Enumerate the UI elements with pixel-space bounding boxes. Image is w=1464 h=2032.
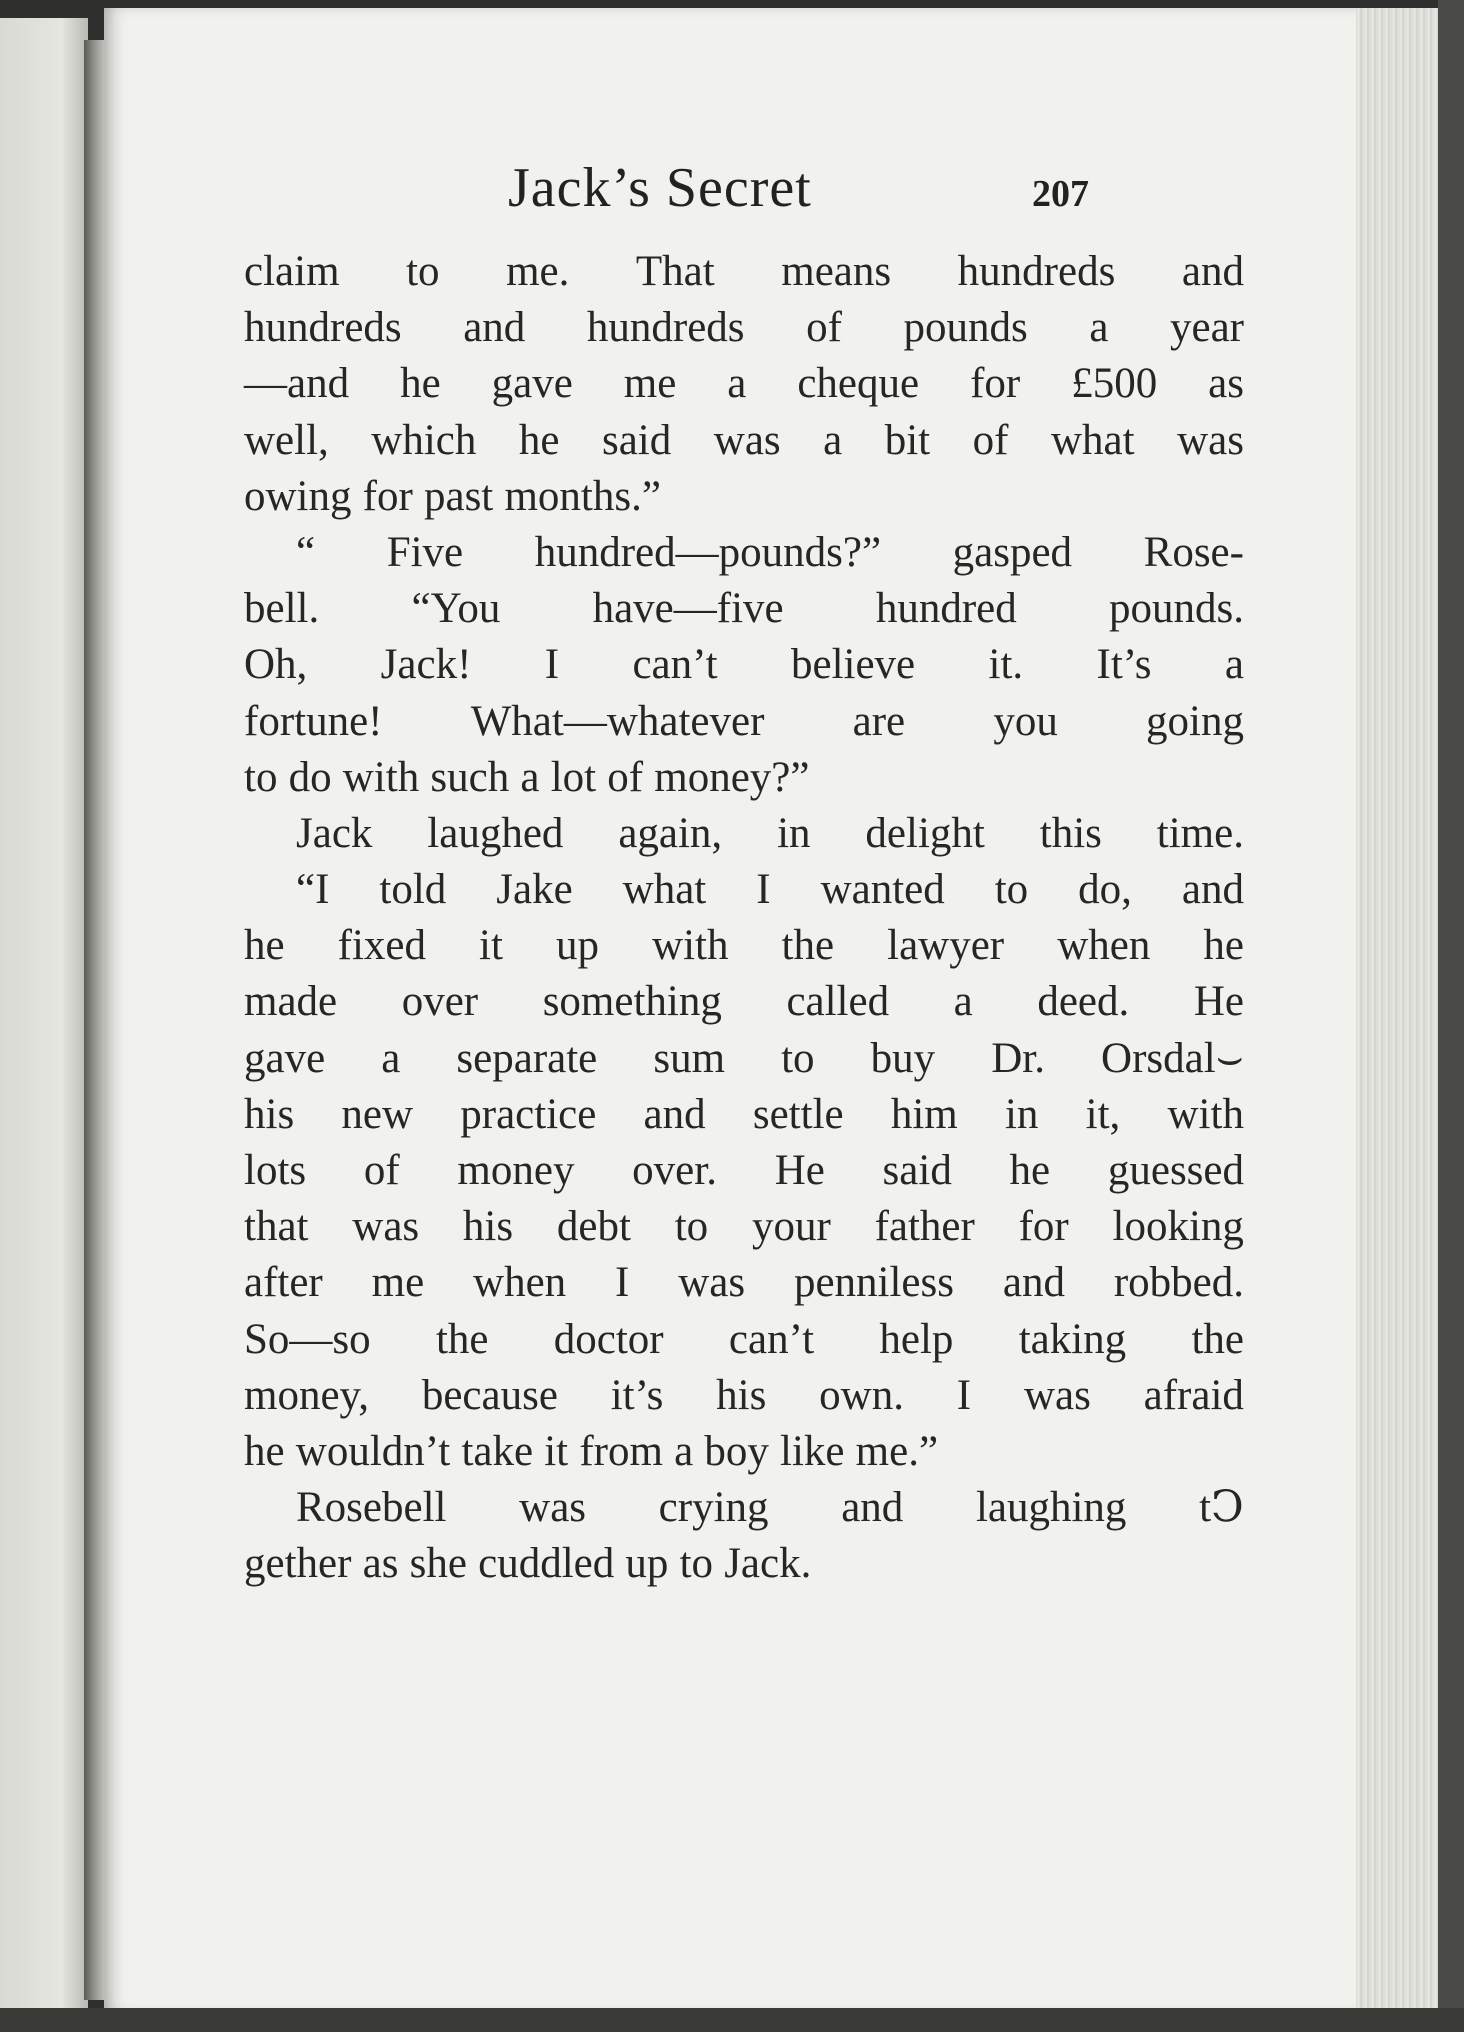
text-line: “ Five hundred—pounds?” gasped Rose- [296, 528, 1244, 576]
left-page-edge [0, 18, 88, 2008]
text-line: So—so the doctor can’t help taking the [244, 1315, 1244, 1363]
text-line: Oh, Jack! I can’t believe it. It’s a [244, 641, 1244, 689]
text-line: bell. “You have—five hundred pounds. [244, 585, 1244, 633]
text-line: Rosebell was crying and laughing tↃ [296, 1484, 1244, 1532]
page-number: 207 [1032, 173, 1089, 215]
text-line: owing for past months.” [244, 472, 661, 520]
text-line: his new practice and settle him in it, with [244, 1090, 1244, 1138]
page-fore-edge [1356, 8, 1440, 2012]
text-line: well, which he said was a bit of what was [244, 416, 1244, 464]
text-line: lots of money over. He said he guessed [244, 1147, 1244, 1194]
running-head [104, 156, 1360, 236]
text-line: hundreds and hundreds of pounds a year [244, 304, 1244, 352]
text-line: —and he gave me a cheque for £500 as [244, 360, 1244, 408]
text-line: Jack laughed again, in delight this time. [296, 809, 1244, 857]
text-line: gave a separate sum to buy Dr. Orsdal⌣ [244, 1034, 1244, 1082]
text-line: money, because it’s his own. I was afraid [244, 1371, 1244, 1419]
text-line: gether as she cuddled up to Jack. [244, 1540, 812, 1588]
text-line: claim to me. That means hundreds and [244, 248, 1244, 295]
book-page [104, 8, 1360, 2012]
scan-border-right [1438, 0, 1464, 2032]
text-line: made over something called a deed. He [244, 978, 1244, 1026]
text-line: to do with such a lot of money?” [244, 753, 810, 801]
text-line: after me when I was penniless and robbed. [244, 1259, 1244, 1307]
book-gutter [84, 40, 106, 2000]
text-line: “I told Jake what I wanted to do, and [296, 866, 1244, 914]
running-head-title: Jack’s Secret [508, 157, 812, 219]
text-line: that was his debt to your father for looking [244, 1203, 1244, 1251]
text-line: he wouldn’t take it from a boy like me.” [244, 1427, 939, 1475]
text-line: he fixed it up with the lawyer when he [244, 922, 1244, 970]
text-line: fortune! What—whatever are you going [244, 697, 1244, 745]
body-text [244, 244, 1244, 1593]
scan-border-bottom [0, 2008, 1464, 2032]
